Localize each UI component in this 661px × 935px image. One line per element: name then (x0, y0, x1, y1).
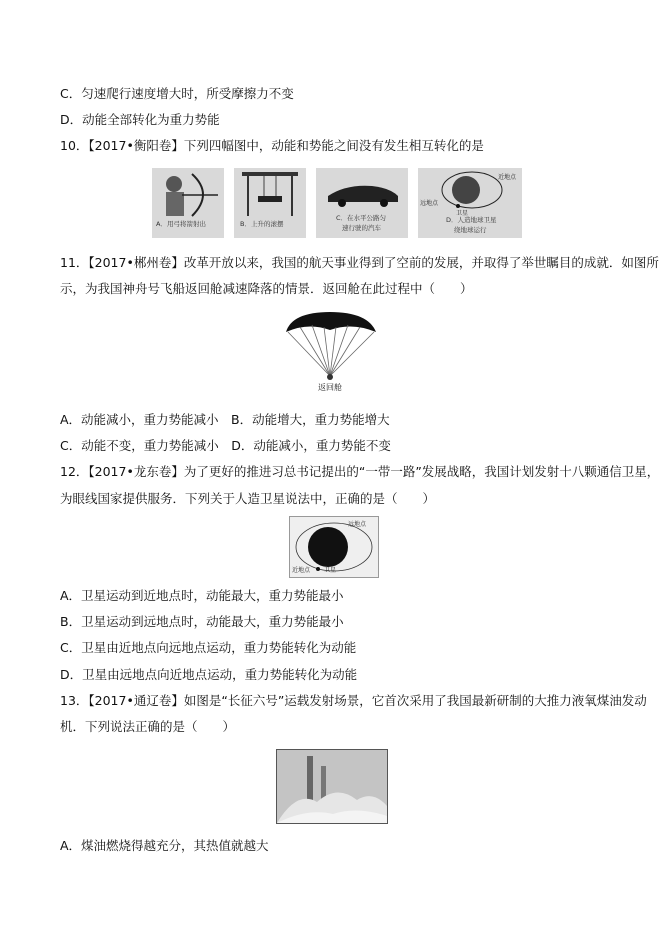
far-point-label: 远地点 (420, 200, 439, 207)
question-11-stem: 11．【2017•郴州卷】改革开放以来，我国的航天事业得到了空前的发展，并取得了举世瞩目的成就．如图所 (60, 255, 659, 270)
option-line: A．卫星运动到近地点时，动能最大，重力势能最小 (60, 588, 344, 603)
question-12-stem: 12．【2017•龙东卷】为了更好的推进习总书记提出的“一带一路”发展战略，我国计划发射十八颗通信卫星， (60, 464, 660, 479)
caption-c-2: 速行驶的汽车 (342, 224, 381, 232)
rocket-launch-icon (277, 750, 387, 823)
panel-pendulum (234, 168, 306, 238)
question-10-stem: 10．【2017•衡阳卷】下列四幅图中，动能和势能之间没有发生相互转化的是 (60, 138, 484, 153)
option-line: B．卫星运动到远地点时，动能最大，重力势能最小 (60, 614, 344, 629)
caption-b: B．上升的滚摆 (240, 220, 284, 228)
option-line: C．卫星由近地点向远地点运动，重力势能转化为动能 (60, 640, 357, 655)
option-line: D．卫星由远地点向近地点运动，重力势能转化为动能 (60, 667, 358, 682)
figure-q11 (282, 310, 380, 396)
question-12-stem-cont: 为眼线国家提供服务．下列关于人造卫星说法中，正确的是（ ） (60, 491, 436, 506)
caption-d-1: D．人造地球卫星 (446, 216, 497, 224)
question-13-stem-cont: 机．下列说法正确的是（ ） (60, 719, 236, 734)
option-line: A．动能减小，重力势能减小 B．动能增大，重力势能增大 (60, 412, 390, 427)
caption-d-2: 绕地球运行 (454, 226, 487, 234)
panel-car (316, 168, 408, 238)
satellite-label: 卫星 (324, 567, 337, 574)
figure-q13 (276, 749, 388, 824)
text-line: D．动能全部转化为重力势能 (60, 112, 220, 127)
panel-satellite (418, 168, 522, 238)
figure-q12 (289, 516, 379, 578)
caption-a: A．用弓将箭射出 (156, 220, 206, 228)
panel-bow-arrow (152, 168, 224, 238)
capsule-label: 返回舱 (318, 383, 342, 392)
near-point-label: 近地点 (498, 174, 517, 181)
near-point-label: 近地点 (292, 567, 311, 574)
satellite-label: 卫星 (456, 210, 469, 217)
question-13-stem: 13．【2017•通辽卷】如图是“长征六号”运载发射场景，它首次采用了我国最新研制的大推力液氧煤油发动 (60, 693, 647, 708)
option-line: C．动能不变，重力势能减小 D．动能减小，重力势能不变 (60, 438, 391, 453)
text-line: C．匀速爬行速度增大时，所受摩擦力不变 (60, 86, 294, 101)
caption-c-1: C．在水平公路匀 (336, 214, 387, 222)
question-11-stem-cont: 示，为我国神舟号飞船返回舱减速降落的情景．返回舱在此过程中（ ） (60, 281, 473, 296)
figure-q10 (152, 168, 522, 238)
option-line: A．煤油燃烧得越充分，其热值就越大 (60, 838, 269, 853)
far-point-label: 远地点 (348, 521, 367, 528)
